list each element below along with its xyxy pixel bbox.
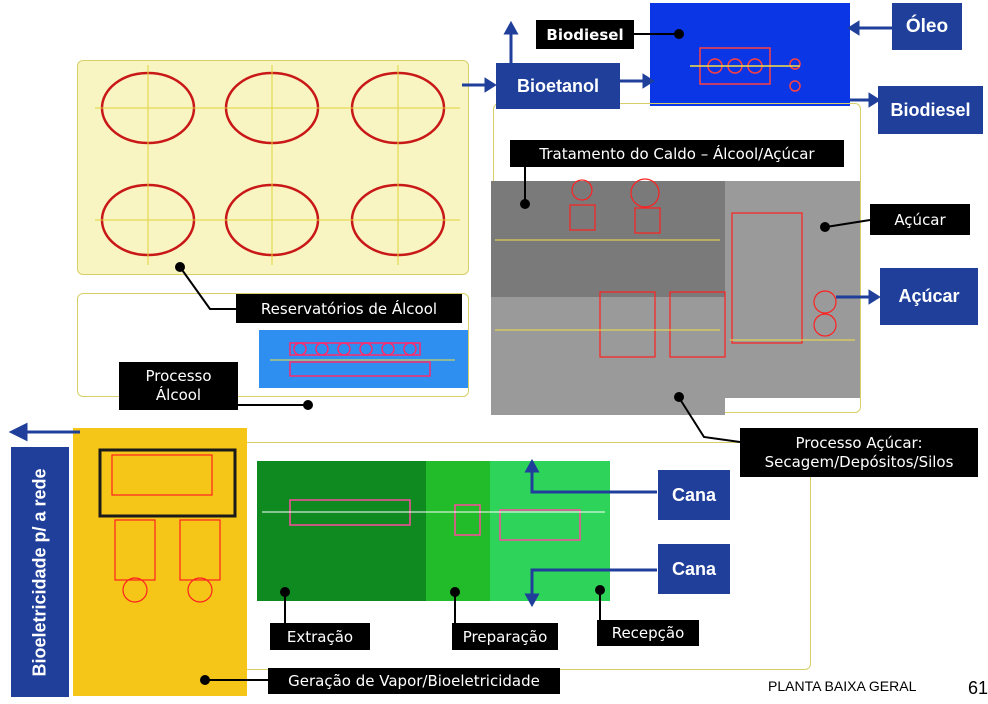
- alcohol-process-label-line2: Álcool: [155, 386, 202, 404]
- sugar-label: Açúcar: [870, 204, 970, 235]
- treatment-marker: [520, 199, 530, 209]
- plant-title: PLANTA BAIXA GERAL: [768, 678, 917, 694]
- generation-label: Geração de Vapor/Bioeletricidade: [268, 668, 560, 694]
- reservoir-marker: [175, 262, 185, 272]
- sugar-process-label-line1: Processo Açúcar:: [795, 433, 923, 452]
- bioelectricity-label-text: Bioeletricidade p/ a rede: [29, 467, 50, 677]
- page-number: 61: [968, 678, 988, 698]
- bioelectricity-label: [11, 447, 69, 697]
- sugar-process-marker: [674, 392, 684, 402]
- juice-treatment-label: Tratamento do Caldo – Álcool/Açúcar: [510, 140, 844, 167]
- sugar-marker: [820, 222, 830, 232]
- alcohol-process-label: [119, 362, 238, 410]
- sugar-process-label: [740, 428, 978, 477]
- cane-label-1: Cana: [658, 470, 730, 520]
- biodiesel-label: Biodiesel: [536, 20, 634, 49]
- alcohol-process-label-line1: Processo: [145, 367, 212, 385]
- preparation-marker: [450, 587, 460, 597]
- biodiesel-marker: [674, 29, 684, 39]
- alcohol-reservoirs-label: Reservatórios de Álcool: [236, 294, 462, 323]
- sugar-process-label-line2: Secagem/Depósitos/Silos: [764, 452, 954, 471]
- alcohol-tanks: [102, 73, 444, 255]
- extraction-label: Extração: [270, 623, 370, 650]
- reception-label: Recepção: [597, 620, 699, 646]
- biodiesel-output-label: Biodiesel: [878, 86, 983, 134]
- generation-marker: [200, 675, 210, 685]
- bioetanol-label: Bioetanol: [496, 63, 620, 109]
- sugar-output-label: Açúcar: [880, 268, 978, 325]
- reception-marker: [595, 585, 605, 595]
- cane-label-2: Cana: [658, 544, 730, 594]
- oleo-label: Óleo: [892, 3, 962, 50]
- alcohol-process-marker: [303, 400, 313, 410]
- extraction-marker: [280, 587, 290, 597]
- preparation-label: Preparação: [452, 623, 558, 650]
